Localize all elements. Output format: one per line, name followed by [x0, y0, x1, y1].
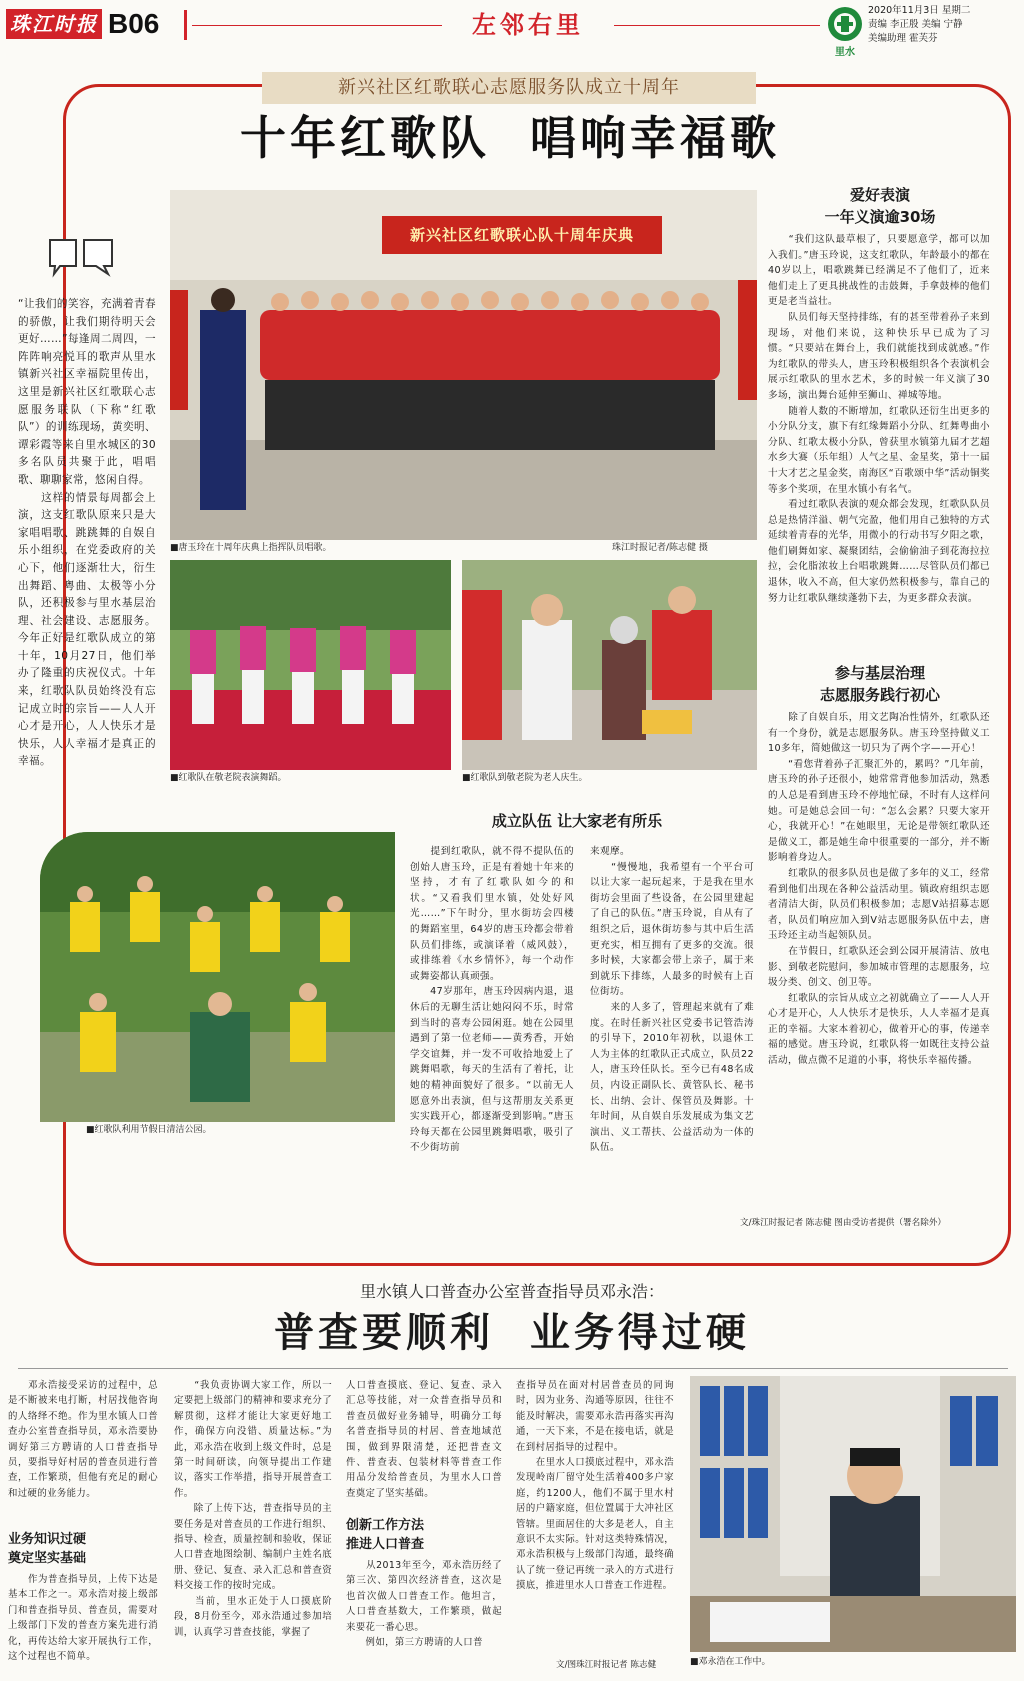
story2-headline: 普查要顺利 业务得过硬	[274, 1309, 750, 1356]
masthead	[0, 0, 1024, 60]
newspaper-logo: 珠江时报	[6, 9, 102, 39]
section1-text: “我们这队最草根了，只要愿意学，都可以加入我们。”唐玉玲说，这支红歌队，年龄最小的都在40岁以上，唱歌跳舞已经满足不了他们了，近来他们走上了更具挑战性的击鼓舞，手拿鼓棒的他们更是老当益壮。 队员们每天坚持排练，有的甚至带着孙子来到现场，对他们来说，这种快乐早已成为了习惯。“只要站在舞台上，我们就能找到成就感。”作为红歌队的带头人，唐玉玲积极组织各个表演机会展示红歌队的里水艺术，多的时候一年义演了30多场，演出舞台延伸至狮山、禅城等地。 随着人数的不断增加，红歌队还衍生出更多的小分队分支，旗下有红缘舞蹈小分队、红舞粤曲小分队、红歌太极小分队，曾获里水镇第九届才艺超水乡大赛（乐年组）人气之星、金星奖，第十一届十大才艺之星金奖，南海区“百歌颂中华”活动铜奖等多个奖项，在里水镇小有名气。 看过红歌队表演的观众都会发现，红歌队队员总是热情洋溢、朝气完盈，他们用自己独特的方式延续着青春的光华，用微小的行动书写夕阳之歌，他们刷舞如家、凝聚团结，会偷偷油子到花海拉拉拉，会化脂浓妆上台唱歌跳舞……尽管队员们都已退休，收入不高，但大家仍然积极参与，靠自己的努力让红歌队继续蓬勃下去，为更多群众表演。	[768, 234, 990, 604]
story2-byline: 文/图珠江时报记者 陈志健	[556, 1660, 657, 1670]
divider	[184, 10, 187, 40]
dance-photo-caption: ■红歌队在敬老院表演舞蹈。	[170, 773, 287, 783]
speech-bubbles-icon	[46, 236, 116, 286]
story2-col1-b: 作为普查指导员，上传下达是基本工作之一。邓永浩对接上级部门和普查指导员、普查员，需要对上级部门下发的普查方案先进行消化，再传达给大家开展执行工作，这个过程也不简单。	[8, 1574, 158, 1663]
park-photo-caption: ■红歌队利用节假日清洁公园。	[86, 1125, 212, 1135]
story2-col2: “我负责协调大家工作，所以一定要把上级部门的精神和要求充分了解贯彻，这样才能让大家更好地工作，确保方向没错、质量达标。”为此，邓永浩在收到上级文件时，总是第一时间研读，向领导提出工作建议，落实工作举措，指导开展普查工作。 除了上传下达，普查指导员的主要任务是对普查员的工作进行组织、指导、检查，质量控制和验收，保证人口普查地图绘制、编制户主姓名底册、登记、复查、录入汇总和普查资料交接工作的按时完成。 当前，里水正处于人口摸底阶段，8月份至今，邓永浩通过参加培训，认真学习普查技能，掌握了	[174, 1380, 332, 1638]
section-title: 左邻右里	[472, 11, 584, 39]
story1-kicker: 新兴社区红歌联心志愿服务队成立十周年	[262, 72, 756, 104]
editor-assistant: 美编助理 霍芙芬	[868, 33, 938, 44]
photo-credit: 珠江时报记者/陈志健 摄	[612, 543, 708, 553]
elder-photo-caption: ■红歌队到敬老院为老人庆生。	[462, 773, 588, 783]
story2-col3-b: 从2013年至今，邓永浩历经了第三次、第四次经济普查，这次是也首次做人口普查工作。他坦言，人口普查基数大，工作繁琐，做起来要花一番心思。 例如，第三方聘请的人口普	[346, 1560, 502, 1649]
photo-banner-text: 新兴社区红歌联心队十周年庆典	[409, 226, 634, 244]
section1-heading: 爱好表演 一年义演逾30场	[824, 186, 936, 226]
section3-text-b: 来观摩。 “慢慢地，我希望有一个平台可以让大家一起玩起来，于是我在里水街坊会里面了些设备，在公园里建起了自己的队伍。”唐玉玲说，自从有了组织之后，退休街坊参与其中后生活更充实，相互拥有了更多的交流。很多时候，大家都会带上亲子，属于来到就乐下排练，人最多的时候有上百位街坊。 来的人多了，管理起来就有了难度。在时任新兴社区党委书记管浩涛的引导下，2010年初秋，以退休工人为主体的红歌队正式成立，队员22人，唐玉玲任队长。至今已有48名成员，内设正副队长、黄管队长、秘书长、出纳、会计、保管员及舞影。十年时间，从自娱自乐发展成为集文艺演出、义工帮扶、公益活动为一体的队伍。	[590, 846, 754, 1154]
rule-right	[614, 25, 820, 26]
story2-rule	[18, 1368, 1008, 1369]
editors: 责编 李正殷 美编 宁静	[868, 19, 963, 30]
rule-left	[192, 25, 442, 26]
story2-col1: 邓永浩接受采访的过程中，总是不断被来电打断，村居找他咨询的人络绎不绝。作为里水镇人口普查办公室普查指导员，邓永浩要协调好第三方聘请的人口普查指导员，要指导好村居的普查员进行普查，工作繁琐，但他有充足的耐心和过硬的业务能力。	[8, 1380, 158, 1499]
story1-intro: “让我们的笑容，充满着青春的骄傲，让我们期待明天会更好……”每逢周二周四，一阵阵响亮悦耳的歌声从里水镇新兴社区幸福院里传出，这里是新兴社区红歌联心志愿服务联队（下称“红歌队”）的训练现场，黄奕明、谭彩霞等来自里水城区的30多名队员共聚于此，唱唱歌、聊聊家常，悠闲自得。 这样的情景每周都会上演，这支红歌队原来只是大家唱唱歌、跳跳舞的自娱自乐小组织，在党委政府的关心下，他们逐渐壮大，衍生出舞蹈、粤曲、太极等小分队，还积极参与里水基层治理、社会建设、志愿服务。今年正好是红歌队成立的第十年，10月27日，他们举办了隆重的庆祝仪式。十年来，红歌队队员始终没有忘记成立时的宗旨——人人开心才是开心，人人快乐才是快乐，人人幸福才是真正的幸福。	[18, 298, 156, 768]
office-photo-caption: ■邓永浩在工作中。	[690, 1657, 771, 1667]
story1-headline: 十年红歌队 唱响幸福歌	[239, 111, 781, 165]
section2-heading: 参与基层治理 志愿服务践行初心	[819, 664, 940, 704]
section2-text: 除了自娱自乐，用文艺陶冶性情外，红歌队还有一个身份，就是志愿服务队。唐玉玲坚持做义工10多年，简她做这一切只为了两个字——开心！ “看您背着孙子汇聚汇外的，累吗？”几年前，唐玉玲的孙子还很小，她常常背他参加活动，熟悉的人总是看到唐玉玲不停地忙碌，不时有人这样问她。可是她总会回一句：“怎么会累？只要大家开心，我就开心！”在她眼里，无论是带领红歌队还是做义工，都是她生命中很重要的一部分，并不断影响着身边人。 红歌队的很多队员也是做了多年的义工，经常看到他们出现在各种公益活动里。镇政府组织志愿者清洁大街，队员们积极参加；志愿V站招募志愿者，队员们响应加入到V站志愿服务队伍中去，唐玉玲还主动当起领队员。 在节假日，红歌队还会到公园开展清洁、放电影、到敬老院慰问，参加城市管理的志愿服务，垃圾分类、创文、创卫等。 红歌队的宗旨从成立之初就确立了——人人开心才是开心，人人快乐才是快乐，人人幸福才是真正的幸福。大家本着初心，做着开心的事，传递幸福的感觉。唐玉玲说，红歌队将一如既往支持公益活动，做点微不足道的小事，将快乐幸福传播。	[768, 712, 990, 1067]
story2-col3: 人口普查摸底、登记、复查、录入汇总等技能，对一众普查指导员和普查员做好业务辅导，明确分工每名普查指导员的村居、普查地域范围，做到界限清楚，还把普查文件、普查表、包装材料等普查工作用品分发给普查员，为里水人口普查奠定了坚实基础。	[346, 1380, 502, 1499]
dance-photo	[170, 560, 451, 770]
section3-heading: 成立队伍 让大家老有所乐	[491, 812, 663, 830]
brand-name: 里水	[835, 47, 855, 58]
lishui-logo-icon	[826, 5, 864, 43]
issue-date: 2020年11月3日 星期二	[868, 5, 971, 16]
section3-text-a: 提到红歌队，就不得不提队伍的创始人唐玉玲，正是有着她十年来的坚持，才有了红歌队如今的和状。“又看我们里水镇，处处好风光……”下午时分，里水街坊会四楼的舞蹈室里，64岁的唐玉玲都会带着队员们排练，或演译着（威风鼓），或排练着《水乡情怀》，每一个动作或舞姿都认真顽强。 47岁那年，唐玉玲因病内退，退休后的无聊生活让她闷闷不乐，时常到当时的喜寿公园闲逛。她在公园里遇到了第一位老师——黄秀香，开始学交谊舞，并一发不可收拾地爱上了跳舞唱歌，每天的生活有了着托，让她的精神面貌好了很多。“以前无人愿意外出表演，但与这帮朋友关系更实实践开心，都逐渐受到影响。”唐玉玲每天都在公园里跳舞唱歌，吸引了不少街坊前	[410, 846, 574, 1154]
story2-kicker: 里水镇人口普查办公室普查指导员邓永浩：	[359, 1282, 664, 1301]
office-photo	[690, 1376, 1016, 1652]
choir-photo-caption: ■唐玉玲在十周年庆典上指挥队员唱歌。	[170, 543, 332, 553]
page-number: B06	[108, 8, 160, 39]
elder-photo	[462, 560, 757, 770]
story2-col4: 查指导员在面对村居普查员的同询时，因为业务、沟通等原因，往往不能及时解决，需要邓永浩再落实再沟通，一天下来，不是在接电话，就是在到村居指导的过程中。 在里水人口摸底过程中，邓永浩发现岭南厂留守处生活着400多户家庭，约1200人，他们不属于里水村居的户籍家庭，但位置属于大冲社区管辖。里面居住的大多是老人，自主意识不太实际。针对这类特殊情况，邓永浩积极与上级部门沟通，最终确认了统一登记再统一录入的方式进行摸底，推进里水人口普查工作进程。	[516, 1380, 674, 1592]
story1-byline: 文/珠江时报记者 陈志健 图由受访者提供（署名除外）	[740, 1218, 947, 1228]
choir-photo	[170, 190, 757, 540]
park-photo	[40, 832, 395, 1122]
story2-col1-heading: 业务知识过硬 奠定坚实基础	[8, 1532, 87, 1566]
story2-col3-heading: 创新工作方法 推进人口普查	[346, 1518, 425, 1552]
